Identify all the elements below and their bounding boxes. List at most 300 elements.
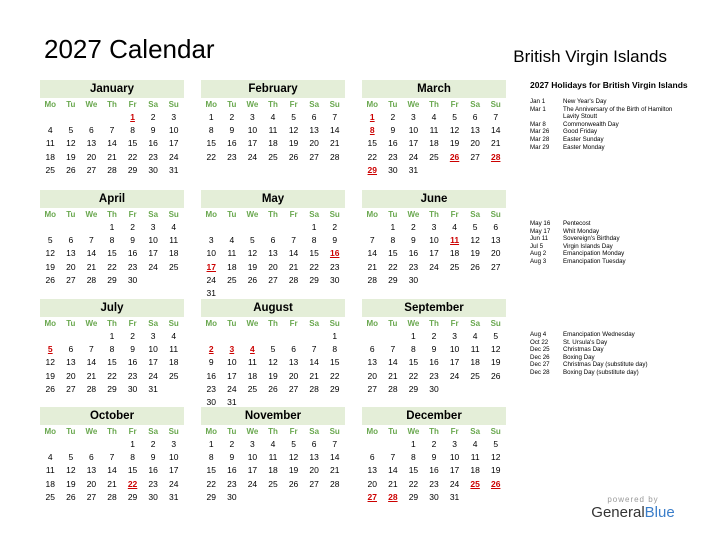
day-cell: 11 [227, 248, 237, 259]
weekday-label: Fr [450, 100, 459, 109]
day-cell: 17 [227, 370, 237, 381]
weekday-row [362, 99, 506, 111]
day-grid [362, 438, 506, 504]
empty-cell [102, 111, 123, 124]
day-cell: 5 [68, 452, 74, 463]
month-june [362, 190, 506, 287]
month-december [362, 407, 506, 504]
day-cell: 22 [309, 261, 319, 272]
day-cell: 4 [270, 112, 276, 122]
day-cell: 2 [229, 112, 235, 122]
day-cell: 24 [227, 383, 237, 394]
day-cell: 6 [68, 344, 74, 355]
day-cell: 19 [247, 261, 258, 272]
day-cell: 5 [68, 125, 74, 136]
day-cell: 14 [107, 138, 117, 149]
holiday-name: Easter Monday [563, 143, 605, 151]
day-cell: 28 [309, 383, 319, 394]
weekday-label: Su [329, 210, 340, 219]
weekday-label: Sa [309, 210, 320, 219]
holiday-item [530, 220, 690, 228]
day-cell: 13 [288, 357, 299, 368]
day-cell: 21 [329, 465, 340, 476]
day-cell: 8 [109, 235, 115, 246]
day-cell: 12 [490, 452, 501, 463]
day-cell: 21 [288, 261, 299, 272]
day-cell: 13 [86, 138, 97, 149]
holiday-group [530, 220, 690, 266]
month-may [201, 190, 345, 300]
day-cell: 16 [227, 138, 237, 149]
month-header: November [201, 407, 345, 425]
day-cell: 21 [107, 478, 117, 489]
holiday-date: Aug 4 [530, 331, 547, 338]
holiday-item [530, 339, 690, 347]
day-cell: 17 [148, 357, 158, 368]
day-cell: 2 [411, 222, 416, 232]
weekday-label: Fr [289, 319, 298, 328]
weekday-label: Su [490, 100, 501, 109]
day-cell: 12 [490, 344, 501, 355]
holiday-name: Whit Monday [563, 227, 600, 235]
empty-cell [61, 438, 82, 451]
day-cell: 13 [490, 235, 501, 246]
holiday-day: 1 [369, 112, 375, 122]
day-cell: 3 [411, 112, 416, 122]
holiday-date: Oct 22 [530, 338, 549, 346]
weekday-label: Fr [450, 319, 459, 328]
day-cell: 26 [45, 383, 56, 394]
day-cell: 23 [148, 151, 158, 162]
day-cell: 29 [309, 274, 319, 285]
day-cell: 11 [169, 344, 179, 355]
month-header: January [40, 80, 184, 98]
weekday-label: Sa [148, 100, 159, 109]
day-cell: 23 [206, 383, 217, 394]
weekday-label: Th [429, 427, 439, 436]
weekday-label: We [246, 100, 259, 109]
holiday-date: Jan 1 [530, 98, 546, 105]
weekday-label: Tu [227, 427, 237, 436]
holiday-item [530, 121, 690, 129]
day-cell: 11 [248, 357, 257, 368]
empty-cell [40, 438, 61, 451]
holiday-day: 29 [367, 164, 378, 175]
day-cell: 8 [130, 125, 135, 136]
day-cell: 12 [66, 465, 76, 476]
day-cell: 24 [148, 261, 158, 272]
weekday-row [201, 318, 345, 330]
empty-cell [81, 438, 102, 451]
holiday-name: Boxing Day (substitute day) [563, 368, 639, 376]
day-cell: 6 [311, 112, 317, 122]
day-cell: 13 [66, 357, 76, 368]
day-cell: 19 [66, 151, 76, 162]
day-cell: 10 [227, 357, 237, 368]
day-cell: 6 [369, 344, 375, 355]
holiday-date: Jun 11 [530, 235, 549, 243]
day-cell: 27 [470, 151, 480, 162]
holiday-group [530, 331, 690, 377]
day-cell: 6 [369, 452, 375, 463]
weekday-label: Mo [44, 210, 57, 219]
empty-cell [242, 330, 263, 343]
holiday-day: 8 [369, 125, 375, 136]
day-cell: 25 [429, 151, 439, 162]
holiday-date: Jul 5 [530, 242, 544, 250]
day-cell: 31 [168, 164, 179, 175]
empty-cell [81, 111, 102, 124]
day-cell: 9 [411, 235, 416, 246]
day-cell: 21 [388, 478, 398, 489]
holiday-date: May 16 [530, 220, 551, 227]
weekday-label: We [407, 210, 420, 219]
weekday-row [362, 209, 506, 221]
day-cell: 8 [390, 235, 396, 246]
day-grid [40, 330, 184, 396]
day-cell: 10 [168, 125, 179, 136]
day-cell: 20 [367, 478, 378, 489]
day-cell: 15 [388, 248, 398, 259]
weekday-label: Tu [388, 427, 398, 436]
day-cell: 25 [449, 261, 460, 272]
day-cell: 18 [45, 478, 56, 489]
day-cell: 12 [288, 125, 299, 136]
day-cell: 23 [429, 478, 439, 489]
day-cell: 18 [227, 261, 237, 272]
day-cell: 7 [332, 439, 338, 449]
day-cell: 7 [332, 112, 338, 122]
empty-cell [201, 330, 222, 343]
day-cell: 3 [452, 331, 457, 341]
day-cell: 21 [388, 370, 398, 381]
weekday-label: Th [268, 100, 278, 109]
day-cell: 15 [408, 465, 419, 476]
day-cell: 24 [429, 261, 439, 272]
day-cell: 20 [66, 370, 76, 381]
day-cell: 4 [472, 439, 478, 449]
day-cell: 1 [109, 222, 115, 232]
day-cell: 15 [408, 357, 419, 368]
day-cell: 11 [45, 138, 55, 149]
holiday-item [530, 243, 690, 251]
day-cell: 20 [367, 370, 378, 381]
day-cell: 8 [311, 235, 317, 246]
day-cell: 4 [431, 112, 437, 122]
day-cell: 18 [429, 138, 439, 149]
weekday-label: Mo [44, 319, 57, 328]
day-cell: 31 [206, 287, 217, 298]
day-cell: 25 [45, 491, 56, 502]
day-cell: 13 [66, 248, 76, 259]
day-cell: 28 [329, 151, 340, 162]
day-cell: 29 [329, 383, 340, 394]
day-cell: 23 [148, 478, 158, 489]
powered-by-text: powered by [607, 495, 659, 504]
weekday-label: Mo [366, 427, 379, 436]
day-cell: 16 [408, 248, 419, 259]
day-cell: 3 [150, 331, 156, 341]
weekday-label: Tu [66, 319, 76, 328]
holiday-date: Mar 28 [530, 135, 550, 143]
day-cell: 14 [367, 248, 378, 259]
holiday-day: 25 [470, 478, 480, 489]
day-cell: 24 [247, 478, 258, 489]
day-cell: 5 [493, 439, 499, 449]
holiday-name: Easter Sunday [563, 135, 604, 143]
holiday-day: 3 [229, 344, 235, 355]
day-cell: 20 [66, 261, 76, 272]
month-september [362, 299, 506, 396]
holiday-date: Dec 25 [530, 346, 550, 354]
holiday-name: Sovereign's Birthday [563, 235, 620, 243]
day-cell: 14 [309, 357, 319, 368]
day-cell: 27 [367, 383, 378, 394]
day-cell: 2 [130, 331, 135, 341]
day-cell: 9 [130, 344, 135, 355]
weekday-label: We [246, 210, 259, 219]
day-cell: 20 [268, 261, 278, 272]
holiday-item [530, 128, 690, 136]
day-cell: 16 [429, 357, 439, 368]
holiday-day: 2 [208, 344, 214, 355]
weekday-label: Tu [227, 100, 237, 109]
day-cell: 14 [490, 125, 501, 136]
day-cell: 25 [247, 383, 258, 394]
day-cell: 13 [309, 125, 319, 136]
weekday-label: Fr [289, 210, 298, 219]
day-cell: 23 [388, 151, 398, 162]
weekday-label: Fr [450, 210, 459, 219]
day-cell: 17 [168, 465, 179, 476]
day-cell: 28 [86, 274, 97, 285]
weekday-label: We [85, 100, 98, 109]
empty-cell [61, 330, 82, 343]
day-cell: 19 [288, 138, 299, 149]
weekday-label: Su [490, 210, 501, 219]
day-cell: 9 [332, 235, 338, 246]
holiday-name: New Year's Day [563, 98, 607, 105]
holiday-name: Christmas Day (substitute day) [563, 361, 648, 369]
day-cell: 12 [288, 452, 299, 463]
day-cell: 16 [388, 138, 398, 149]
day-cell: 20 [490, 248, 501, 259]
day-cell: 1 [390, 222, 396, 232]
day-cell: 30 [148, 164, 158, 175]
holiday-item [530, 98, 690, 106]
day-cell: 22 [408, 478, 419, 489]
empty-cell [242, 221, 263, 234]
day-cell: 16 [148, 138, 158, 149]
day-cell: 8 [109, 344, 115, 355]
holiday-list-title: 2027 Holidays for British Virgin Islands [530, 80, 688, 90]
day-cell: 31 [227, 396, 237, 407]
day-cell: 21 [86, 261, 97, 272]
day-cell: 4 [229, 235, 235, 246]
weekday-label: Su [329, 319, 340, 328]
weekday-label: Mo [205, 210, 218, 219]
day-cell: 2 [150, 112, 156, 122]
day-cell: 30 [429, 491, 439, 502]
weekday-row [362, 318, 506, 330]
day-cell: 22 [206, 478, 217, 489]
day-cell: 23 [329, 261, 340, 272]
day-cell: 23 [429, 370, 439, 381]
day-cell: 2 [431, 331, 437, 341]
empty-cell [61, 111, 82, 124]
day-cell: 12 [45, 357, 56, 368]
day-cell: 28 [107, 164, 117, 175]
month-header: June [362, 190, 506, 208]
weekday-label: Mo [366, 319, 379, 328]
day-cell: 17 [247, 138, 258, 149]
month-april [40, 190, 184, 287]
holiday-name: Pentecost [563, 220, 591, 227]
empty-cell [222, 330, 243, 343]
day-cell: 14 [388, 465, 398, 476]
day-cell: 7 [390, 452, 396, 463]
day-cell: 9 [130, 235, 135, 246]
day-cell: 9 [229, 125, 235, 136]
day-cell: 5 [291, 439, 296, 449]
day-cell: 4 [452, 222, 457, 232]
weekday-label: Th [429, 319, 439, 328]
day-cell: 30 [329, 274, 340, 285]
day-cell: 11 [470, 452, 480, 463]
weekday-label: Tu [66, 427, 76, 436]
day-cell: 18 [470, 465, 480, 476]
day-cell: 18 [268, 465, 278, 476]
day-cell: 24 [247, 151, 258, 162]
day-cell: 31 [449, 491, 460, 502]
day-cell: 1 [311, 222, 317, 232]
day-cell: 10 [449, 452, 460, 463]
weekday-label: Fr [450, 427, 459, 436]
empty-cell [201, 221, 222, 234]
day-cell: 7 [493, 112, 499, 122]
holiday-name: Emancipation Tuesday [563, 257, 626, 265]
weekday-label: Sa [309, 319, 320, 328]
day-cell: 7 [109, 452, 115, 463]
weekday-label: Su [168, 427, 179, 436]
day-cell: 10 [168, 452, 179, 463]
month-july [40, 299, 184, 396]
day-cell: 29 [206, 491, 217, 502]
day-cell: 10 [449, 344, 460, 355]
day-cell: 22 [408, 370, 419, 381]
day-cell: 29 [127, 164, 138, 175]
footer-brand[interactable] [588, 495, 678, 522]
weekday-label: Th [268, 319, 278, 328]
day-cell: 7 [291, 235, 296, 246]
day-cell: 22 [206, 151, 217, 162]
weekday-row [40, 426, 184, 438]
day-cell: 31 [168, 491, 179, 502]
day-cell: 25 [470, 370, 480, 381]
day-grid [40, 438, 184, 504]
day-cell: 31 [408, 164, 419, 175]
day-cell: 8 [208, 452, 214, 463]
day-cell: 22 [388, 261, 398, 272]
weekday-label: Fr [128, 427, 137, 436]
weekday-label: Su [490, 427, 501, 436]
day-cell: 18 [268, 138, 278, 149]
day-cell: 24 [449, 478, 460, 489]
day-cell: 29 [388, 274, 398, 285]
day-cell: 29 [408, 491, 419, 502]
day-cell: 9 [208, 357, 214, 368]
day-cell: 2 [229, 439, 235, 449]
month-february [201, 80, 345, 164]
day-cell: 28 [288, 274, 299, 285]
day-cell: 4 [270, 439, 276, 449]
day-cell: 28 [388, 383, 398, 394]
day-cell: 30 [227, 491, 237, 502]
day-cell: 19 [449, 138, 460, 149]
day-cell: 26 [288, 478, 299, 489]
weekday-label: Sa [148, 319, 159, 328]
day-cell: 29 [408, 383, 419, 394]
day-cell: 23 [227, 151, 237, 162]
holiday-day: 22 [127, 478, 138, 489]
weekday-label: Sa [148, 427, 159, 436]
day-cell: 21 [367, 261, 378, 272]
month-header: July [40, 299, 184, 317]
day-cell: 25 [168, 261, 179, 272]
empty-cell [40, 330, 61, 343]
day-cell: 13 [309, 452, 319, 463]
day-cell: 17 [429, 248, 439, 259]
day-cell: 11 [268, 125, 278, 136]
day-cell: 21 [309, 370, 319, 381]
holiday-date: Mar 8 [530, 120, 546, 128]
day-cell: 10 [148, 344, 158, 355]
day-cell: 17 [148, 248, 158, 259]
empty-cell [263, 330, 284, 343]
weekday-label: Th [429, 100, 439, 109]
holiday-item [530, 331, 690, 339]
day-cell: 17 [408, 138, 419, 149]
day-cell: 3 [431, 222, 437, 232]
holiday-day: 28 [388, 491, 398, 502]
day-cell: 26 [66, 491, 76, 502]
day-cell: 15 [329, 357, 340, 368]
holiday-day: 16 [329, 248, 340, 259]
weekday-label: Th [429, 210, 439, 219]
day-cell: 8 [332, 344, 338, 355]
day-cell: 5 [250, 235, 255, 246]
day-cell: 1 [109, 331, 115, 341]
day-cell: 14 [86, 248, 97, 259]
holiday-item [530, 369, 690, 377]
day-cell: 21 [107, 151, 117, 162]
weekday-label: Th [268, 210, 278, 219]
weekday-label: Mo [44, 427, 57, 436]
weekday-label: Mo [366, 100, 379, 109]
weekday-label: We [85, 319, 98, 328]
empty-cell [40, 221, 61, 234]
empty-cell [383, 438, 404, 451]
day-cell: 18 [449, 248, 460, 259]
weekday-label: Mo [205, 427, 218, 436]
day-cell: 28 [107, 491, 117, 502]
day-cell: 11 [429, 125, 439, 136]
day-grid [201, 438, 345, 504]
day-cell: 6 [89, 125, 94, 136]
day-grid [362, 111, 506, 177]
day-cell: 6 [291, 344, 296, 355]
day-cell: 17 [247, 465, 258, 476]
